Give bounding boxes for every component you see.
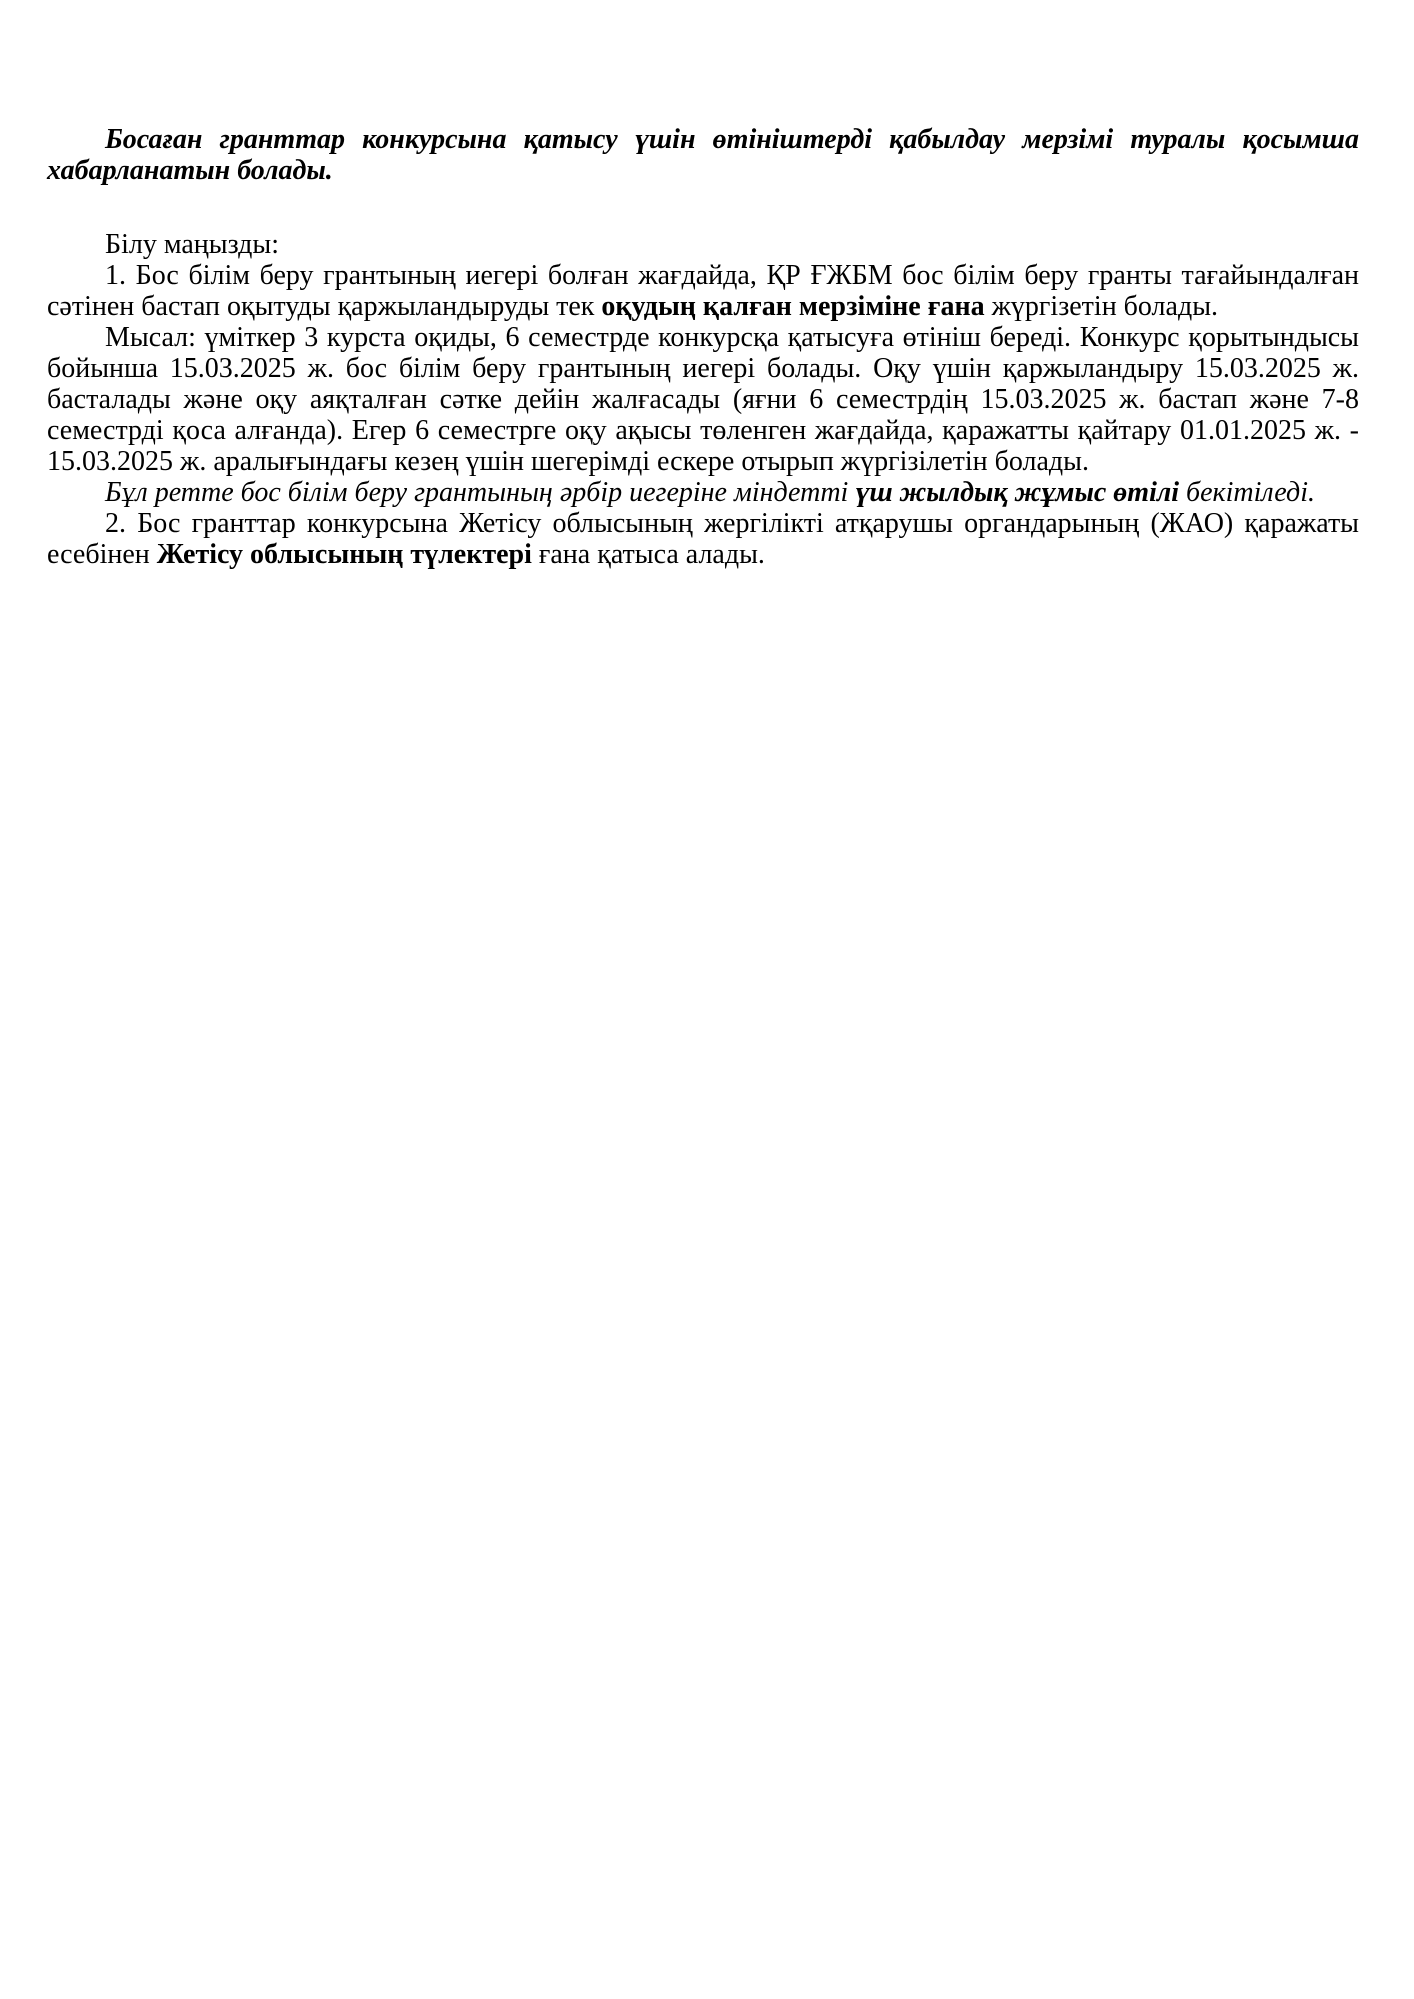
text-run: жүргізетін болады. [984,291,1219,322]
text-run: 1. Бос білім беру грантының иегері болған жағдайда, ҚР ҒЖБМ бос білім беру гранты тағайындалған сәтінен бастап оқытуды қаржыландыруды тек [47,260,1359,322]
text-run: үш жылдық жұмыс өтілі [855,477,1180,508]
text-run: ғана қатыса алады. [531,539,765,570]
text-run: оқудың қалған мерзіміне ғана [601,291,985,322]
text-run: Білу маңызды: [105,229,279,260]
text-run: 2. Бос гранттар конкурсына Жетісу облысының жергілікті атқарушы органдарының (ЖАО) қаражаты есебінен [47,508,1359,570]
text-run: Босаған гранттар конкурсына қатысу үшін өтініштерді қабылдау мерзімі туралы қосымша хабарланатын болады. [47,124,1359,186]
work-experience-note-paragraph [47,477,1359,508]
text-run: Мысал: үміткер 3 курста оқиды, 6 семестрде конкурсқа қатысуға өтініш береді. Конкурс қорытындысы бойынша 15.03.2025 ж. бос білім беру грантының иегері болады. Оқу үшін қаржыландыру 15.03.2025 ж. басталады және оқу аяқталған сәтке дейін жалғасады (яғни 6 семестрдің 15.03.2025 ж. бастап және 7-8 семестрді қоса алғанда). Егер 6 семестрге оқу ақысы төленген жағдайда, қаражатты қайтару 01.01.2025 ж. - 15.03.2025 ж. аралығындағы кезең үшін шегерімді ескере отырып жүргізілетін болады. [47,322,1359,477]
item-2-paragraph [47,508,1359,570]
document-content [47,124,1359,570]
title-paragraph [47,124,1359,186]
item-1-paragraph [47,260,1359,322]
text-run: Бұл ретте бос білім беру грантының әрбір иегеріне міндетті [105,477,856,508]
text-run: бекітіледі. [1179,477,1315,508]
example-paragraph [47,322,1359,477]
know-important-heading [47,229,1359,260]
text-run: Жетісу облысының түлектері [156,539,532,570]
